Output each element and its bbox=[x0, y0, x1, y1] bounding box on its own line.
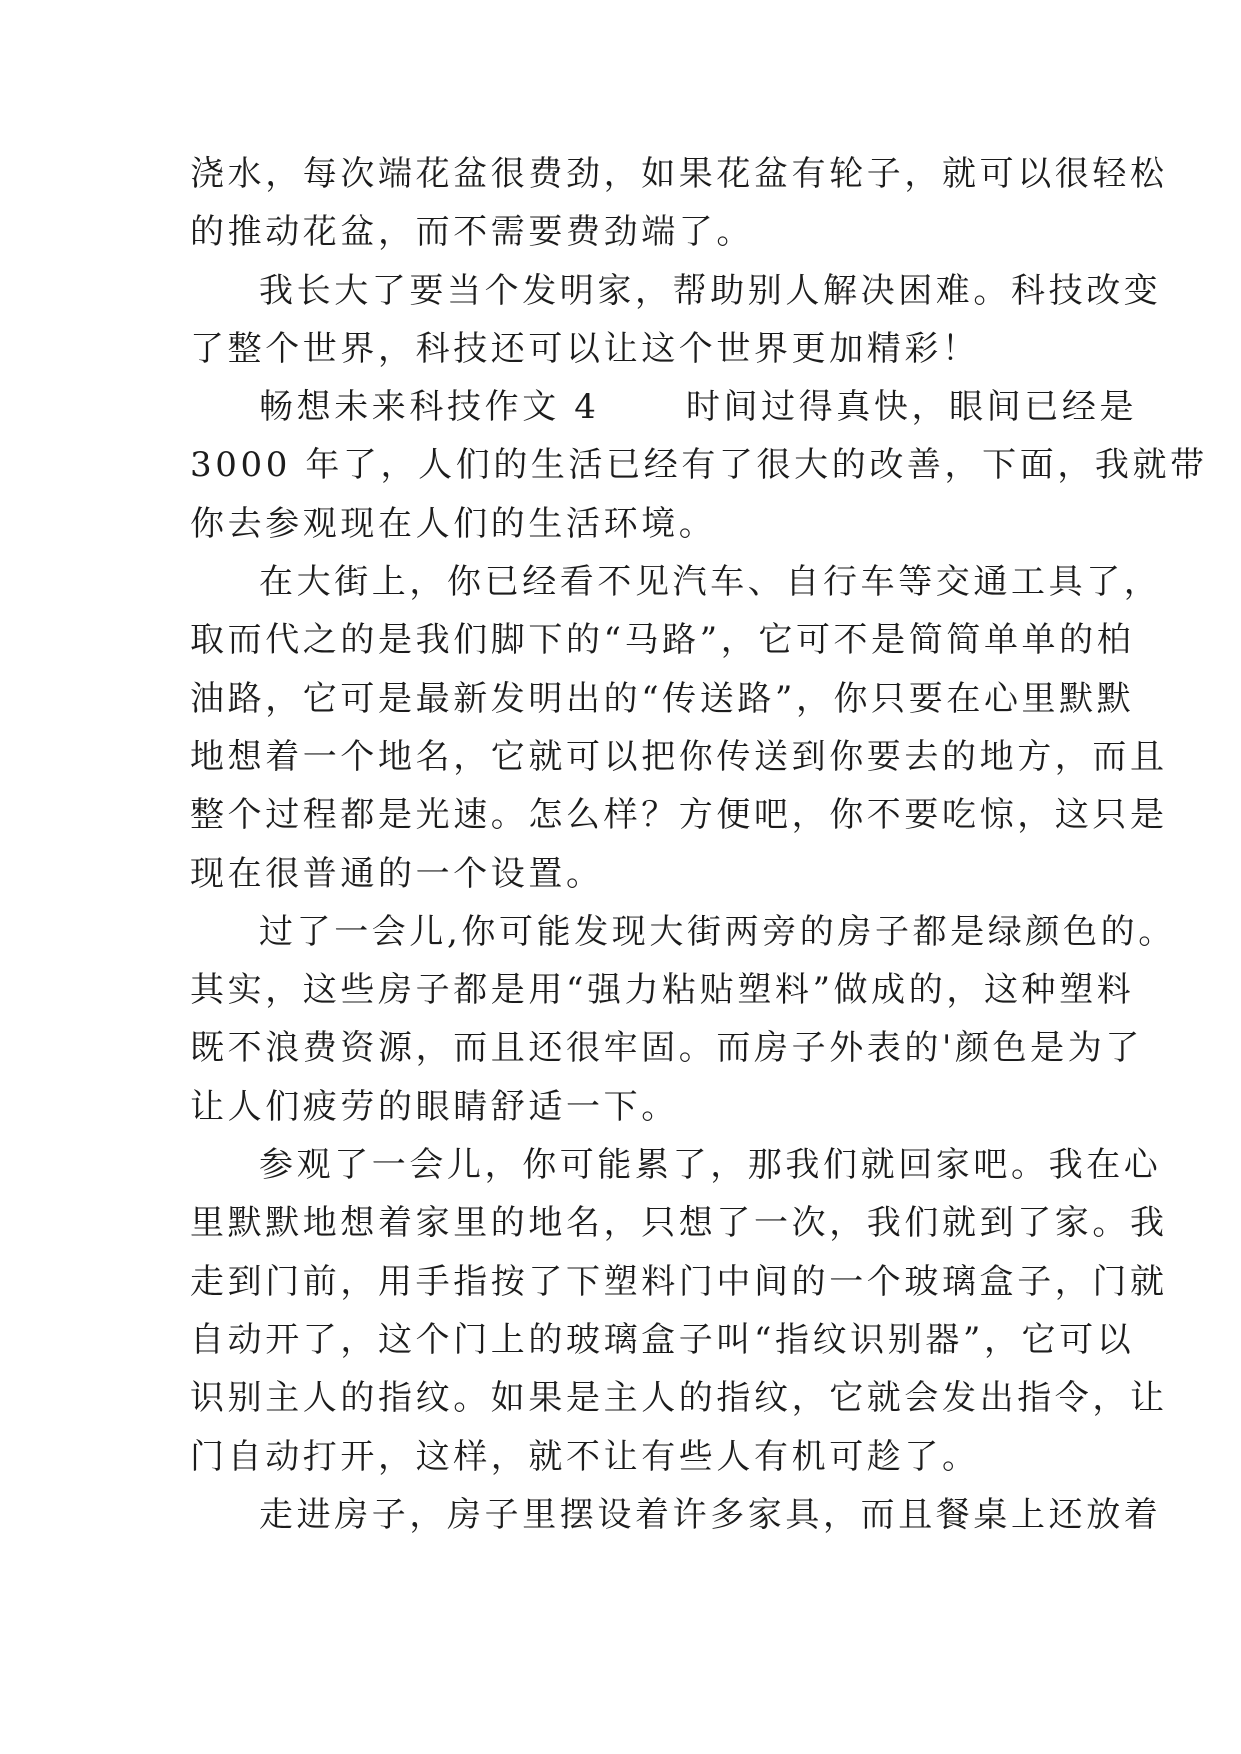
text-line: 既不浪费资源，而且还很牢固。而房子外表的'颜色是为了 bbox=[190, 1028, 1143, 1069]
text-line: 的推动花盆，而不需要费劲端了。 bbox=[190, 212, 754, 253]
text-line: 取而代之的是我们脚下的“马路”，它可不是简简单单的柏 bbox=[190, 620, 1135, 661]
text-line: 整个过程都是光速。怎么样？方便吧，你不要吃惊，这只是 bbox=[190, 795, 1168, 836]
text-line: 在大街上，你已经看不见汽车、自行车等交通工具了， bbox=[259, 562, 1162, 603]
text-line: 参观了一会儿，你可能累了，那我们就回家吧。我在心 bbox=[259, 1145, 1162, 1186]
text-line: 走到门前，用手指按了下塑料门中间的一个玻璃盒子，门就 bbox=[190, 1261, 1168, 1302]
text-line: 让人们疲劳的眼睛舒适一下。 bbox=[190, 1086, 679, 1127]
text-line: 3000 年了，人们的生活已经有了很大的改善，下面，我就带 bbox=[190, 445, 1208, 486]
text-line: 走进房子，房子里摆设着许多家具，而且餐桌上还放着 bbox=[259, 1494, 1162, 1535]
text-line: 其实，这些房子都是用“强力粘贴塑料”做成的，这种塑料 bbox=[190, 970, 1135, 1011]
text-line: 门自动打开，这样，就不让有些人有机可趁了。 bbox=[190, 1436, 980, 1477]
text-line: 地想着一个地名，它就可以把你传送到你要去的地方，而且 bbox=[190, 736, 1168, 777]
text-line: 自动开了，这个门上的玻璃盒子叫“指纹识别器”，它可以 bbox=[190, 1319, 1135, 1360]
text-line: 浇水，每次端花盆很费劲，如果花盆有轮子，就可以很轻松 bbox=[190, 154, 1168, 194]
text-line: 过了一会儿,你可能发现大街两旁的房子都是绿颜色的。 bbox=[259, 911, 1176, 952]
text-line: 识别主人的指纹。如果是主人的指纹，它就会发出指令，让 bbox=[190, 1378, 1168, 1419]
document-body bbox=[190, 145, 1208, 1544]
text-line: 我长大了要当个发明家，帮助别人解决困难。科技改变 bbox=[259, 270, 1162, 311]
text-line: 了整个世界，科技还可以让这个世界更加精彩！ bbox=[190, 328, 980, 369]
text-line: 里默默地想着家里的地名，只想了一次，我们就到了家。我 bbox=[190, 1203, 1168, 1244]
section-heading-line: 畅想未来科技作文 4 时间过得真快，眼间已经是 bbox=[259, 387, 1138, 428]
text-line: 你去参观现在人们的生活环境。 bbox=[190, 503, 717, 544]
text-line: 油路，它可是最新发明出的“传送路”，你只要在心里默默 bbox=[190, 678, 1135, 719]
text-line: 现在很普通的一个设置。 bbox=[190, 853, 604, 894]
